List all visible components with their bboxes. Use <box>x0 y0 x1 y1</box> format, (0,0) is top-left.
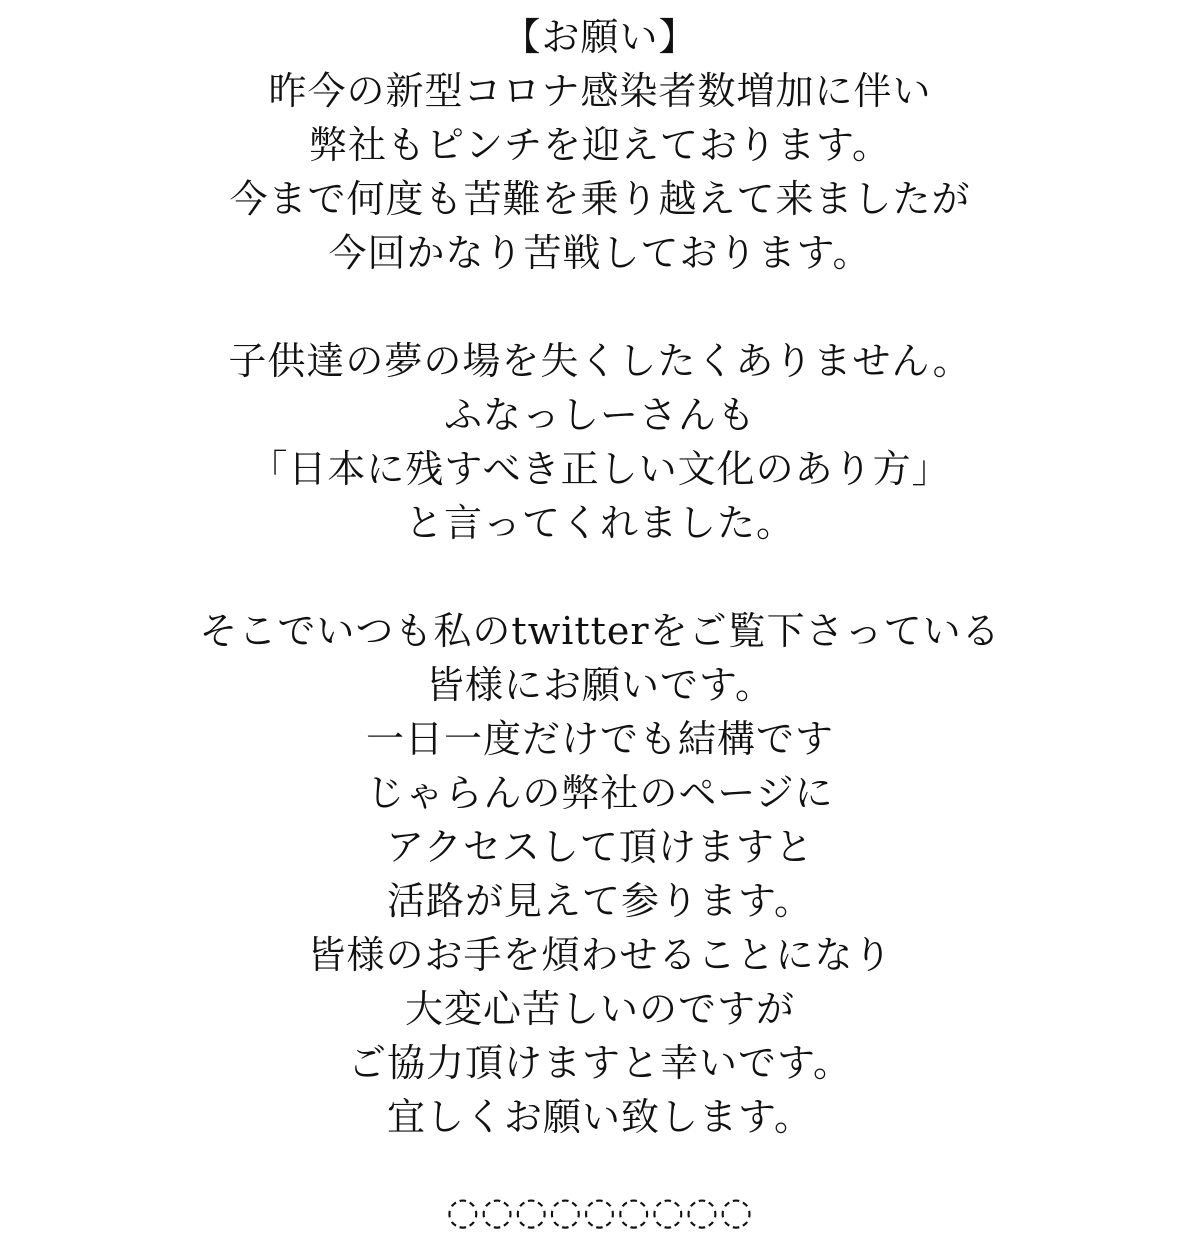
text-line: 「日本に残すべき正しい文化のあり方」 <box>249 447 951 491</box>
text-line: 弊社もピンチを迎えております。 <box>309 123 891 167</box>
notice-text <box>0 10 1200 1144</box>
notice-title: 【お願い】 <box>502 15 698 59</box>
paragraph-gap <box>0 550 1200 604</box>
text-line: そこでいつも私のtwitterをご覧下さっている <box>199 609 1001 653</box>
text-line: 子供達の夢の場を失くしたくありません。 <box>228 339 972 383</box>
text-line: 皆様のお手を煩わせることになり <box>307 933 893 977</box>
text-line: 活路が見えて参ります。 <box>387 879 813 923</box>
text-line: じゃらんの弊社のページに <box>366 771 834 815</box>
text-line: 一日一度だけでも結構です <box>365 717 834 761</box>
text-line: アクセスして頂けますと <box>386 825 814 869</box>
paragraph-gap <box>0 280 1200 334</box>
text-line: 皆様にお願いです。 <box>426 663 774 707</box>
text-line: 昨今の新型コロナ感染者数増加に伴い <box>268 69 932 113</box>
text-line: と言ってくれました。 <box>404 501 795 545</box>
text-line: 今回かなり苦戦しております。 <box>328 231 872 275</box>
text-line: ふなっしーさんも <box>443 393 756 437</box>
text-line: 宜しくお願い致します。 <box>387 1095 813 1139</box>
text-line: 今まで何度も苦難を乗り越えて来ましたが <box>229 177 971 221</box>
cutoff-glyphs: ◌◌◌◌◌◌◌◌◌ <box>446 1189 754 1233</box>
cutoff-text-fragment <box>372 1188 828 1233</box>
text-line: ご協力頂けますと幸いです。 <box>348 1041 852 1085</box>
text-line: 大変心苦しいのですが <box>404 987 795 1031</box>
